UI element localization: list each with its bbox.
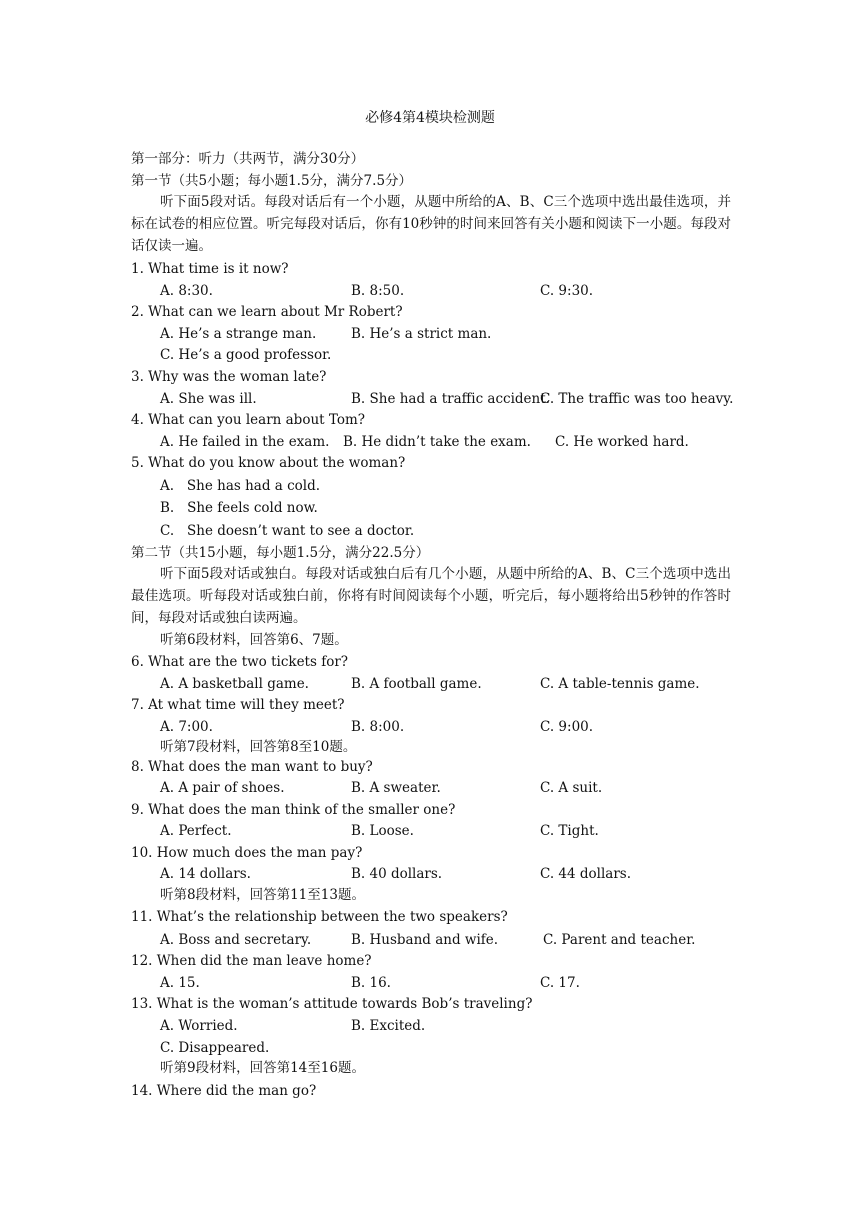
question-12: 12. When did the man leave home? xyxy=(131,953,372,969)
question-7: 7. At what time will they meet? xyxy=(131,697,345,713)
question-11: 11. What’s the relationship between the two speakers? xyxy=(131,909,508,925)
option-2b: B. He’s a strict man. xyxy=(351,326,492,342)
question-1: 1. What time is it now? xyxy=(131,261,289,277)
option-7a: A. 7:00. xyxy=(160,719,213,735)
question-3: 3. Why was the woman late? xyxy=(131,369,327,385)
option-1c: C. 9:30. xyxy=(540,283,594,299)
option-2a: A. He’s a strange man. xyxy=(160,326,317,342)
question-2: 2. What can we learn about Mr Robert? xyxy=(131,304,403,320)
option-13c: C. Disappeared. xyxy=(160,1040,270,1056)
material-8-note: 听第8段材料，回答第11至13题。 xyxy=(160,887,365,903)
option-2c: C. He’s a good professor. xyxy=(160,347,332,363)
option-4c: C. He worked hard. xyxy=(555,434,689,450)
option-12b: B. 16. xyxy=(351,975,391,991)
material-7-note: 听第7段材料，回答第8至10题。 xyxy=(160,739,357,755)
question-13: 13. What is the woman’s attitude towards Bob’s traveling? xyxy=(131,996,533,1012)
material-6-note: 听第6段材料，回答第6、7题。 xyxy=(160,632,348,648)
option-10a: A. 14 dollars. xyxy=(160,866,251,882)
option-7b: B. 8:00. xyxy=(351,719,405,735)
section1-instructions: 听下面5段对话。每段对话后有一个小题，从题中所给的A、B、C三个选项中选出最佳选项，并标在试卷的相应位置。听完每段对话后，你有10秒钟的时间来回答有关小题和阅读下一小题。每段对话仅读一遍。 xyxy=(131,194,731,254)
option-4a: A. He failed in the exam. xyxy=(160,434,330,450)
question-4: 4. What can you learn about Tom? xyxy=(131,412,365,428)
option-11c: C. Parent and teacher. xyxy=(543,932,696,948)
option-9b: B. Loose. xyxy=(351,823,414,839)
option-11a: A. Boss and secretary. xyxy=(160,932,312,948)
option-5a: A. She has had a cold. xyxy=(160,478,321,494)
option-4b: B. He didn’t take the exam. xyxy=(343,434,531,450)
option-12c: C. 17. xyxy=(540,975,580,991)
option-8a: A. A pair of shoes. xyxy=(160,780,285,796)
option-1b: B. 8:50. xyxy=(351,283,405,299)
option-13b: B. Excited. xyxy=(351,1018,426,1034)
option-8c: C. A suit. xyxy=(540,780,603,796)
option-8b: B. A sweater. xyxy=(351,780,441,796)
question-14: 14. Where did the man go? xyxy=(131,1083,317,1099)
option-3c: C. The traffic was too heavy. xyxy=(540,391,734,407)
option-3a: A. She was ill. xyxy=(160,391,257,407)
section2-instructions: 听下面5段对话或独白。每段对话或独白后有几个小题，从题中所给的A、B、C三个选项中选出最佳选项。听每段对话或独白前，你将有时间阅读每个小题，听完后，每小题将给出5秒钟的作答时间，每段对话或独白读两遍。 xyxy=(131,566,731,626)
option-7c: C. 9:00. xyxy=(540,719,594,735)
question-8: 8. What does the man want to buy? xyxy=(131,759,373,775)
section1-heading: 第一节（共5小题；每小题1.5分，满分7.5分） xyxy=(131,173,413,189)
option-6a: A. A basketball game. xyxy=(160,676,309,692)
option-6c: C. A table-tennis game. xyxy=(540,676,700,692)
option-13a: A. Worried. xyxy=(160,1018,238,1034)
option-1a: A. 8:30. xyxy=(160,283,213,299)
option-3b: B. She had a traffic accident. xyxy=(351,391,550,407)
page-title: 必修4第4模块检测题 xyxy=(365,110,495,126)
option-10c: C. 44 dollars. xyxy=(540,866,632,882)
option-11b: B. Husband and wife. xyxy=(351,932,499,948)
question-10: 10. How much does the man pay? xyxy=(131,845,363,861)
option-12a: A. 15. xyxy=(160,975,200,991)
part1-heading: 第一部分：听力（共两节，满分30分） xyxy=(131,151,365,167)
option-10b: B. 40 dollars. xyxy=(351,866,443,882)
option-5c: C. She doesn’t want to see a doctor. xyxy=(160,523,415,539)
option-6b: B. A football game. xyxy=(351,676,482,692)
option-5b: B. She feels cold now. xyxy=(160,500,318,516)
question-6: 6. What are the two tickets for? xyxy=(131,654,349,670)
option-9a: A. Perfect. xyxy=(160,823,232,839)
question-9: 9. What does the man think of the smaller one? xyxy=(131,802,456,818)
material-9-note: 听第9段材料，回答第14至16题。 xyxy=(160,1060,365,1076)
option-9c: C. Tight. xyxy=(540,823,599,839)
question-5: 5. What do you know about the woman? xyxy=(131,455,406,471)
section2-heading: 第二节（共15小题，每小题1.5分，满分22.5分） xyxy=(131,545,430,561)
